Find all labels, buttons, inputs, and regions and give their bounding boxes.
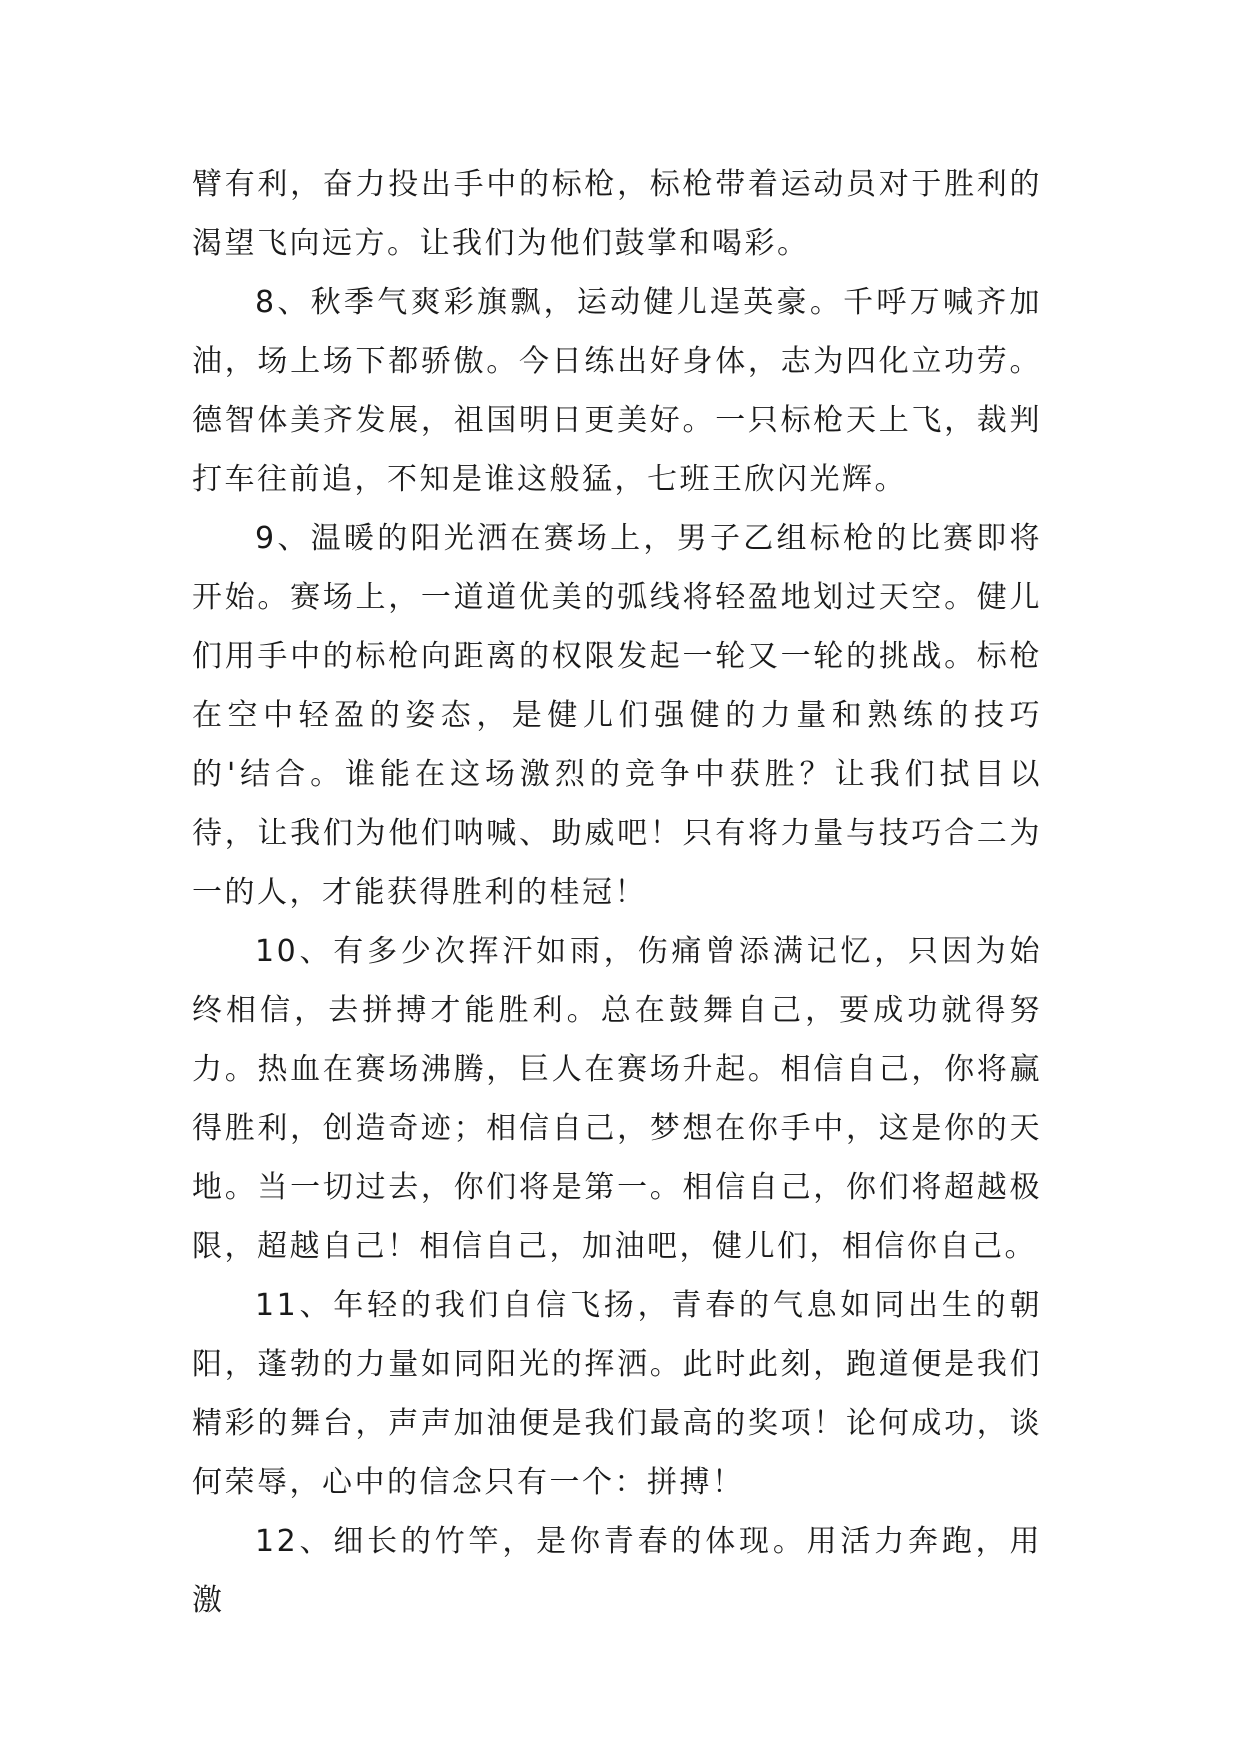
paragraph-8: 8、秋季气爽彩旗飘，运动健儿逞英豪。千呼万喊齐加油，场上场下都骄傲。今日练出好身体，志为四化立功劳。德智体美齐发展，祖国明日更美好。一只标枪天上飞，裁判打车往前追，不知是谁这般猛，七班王欣闪光辉。 (192, 285, 1042, 497)
paragraph-continuation: 臂有利，奋力投出手中的标枪，标枪带着运动员对于胜利的渴望飞向远方。让我们为他们鼓掌和喝彩。 (192, 167, 1042, 261)
paragraph-9: 9、温暖的阳光洒在赛场上，男子乙组标枪的比赛即将开始。赛场上，一道道优美的弧线将轻盈地划过天空。健儿们用手中的标枪向距离的权限发起一轮又一轮的挑战。标枪在空中轻盈的姿态，是健儿们强健的力量和熟练的技巧的'结合。谁能在这场激烈的竞争中获胜？让我们拭目以待，让我们为他们呐喊、助威吧！只有将力量与技巧合二为一的人，才能获得胜利的桂冠！ (192, 521, 1042, 910)
paragraph-10: 10、有多少次挥汗如雨，伤痛曾添满记忆，只因为始终相信，去拼搏才能胜利。总在鼓舞自己，要成功就得努力。热血在赛场沸腾，巨人在赛场升起。相信自己，你将赢得胜利，创造奇迹；相信自己，梦想在你手中，这是你的天地。当一切过去，你们将是第一。相信自己，你们将超越极限，超越自己！相信自己，加油吧，健儿们，相信你自己。 (192, 934, 1042, 1264)
paragraph-12: 12、细长的竹竿，是你青春的体现。用活力奔跑，用激 (192, 1524, 1042, 1618)
document-body (192, 155, 1042, 1630)
paragraph-11: 11、年轻的我们自信飞扬，青春的气息如同出生的朝阳，蓬勃的力量如同阳光的挥洒。此时此刻，跑道便是我们精彩的舞台，声声加油便是我们最高的奖项！论何成功，谈何荣辱，心中的信念只有一个：拼搏！ (192, 1288, 1042, 1500)
